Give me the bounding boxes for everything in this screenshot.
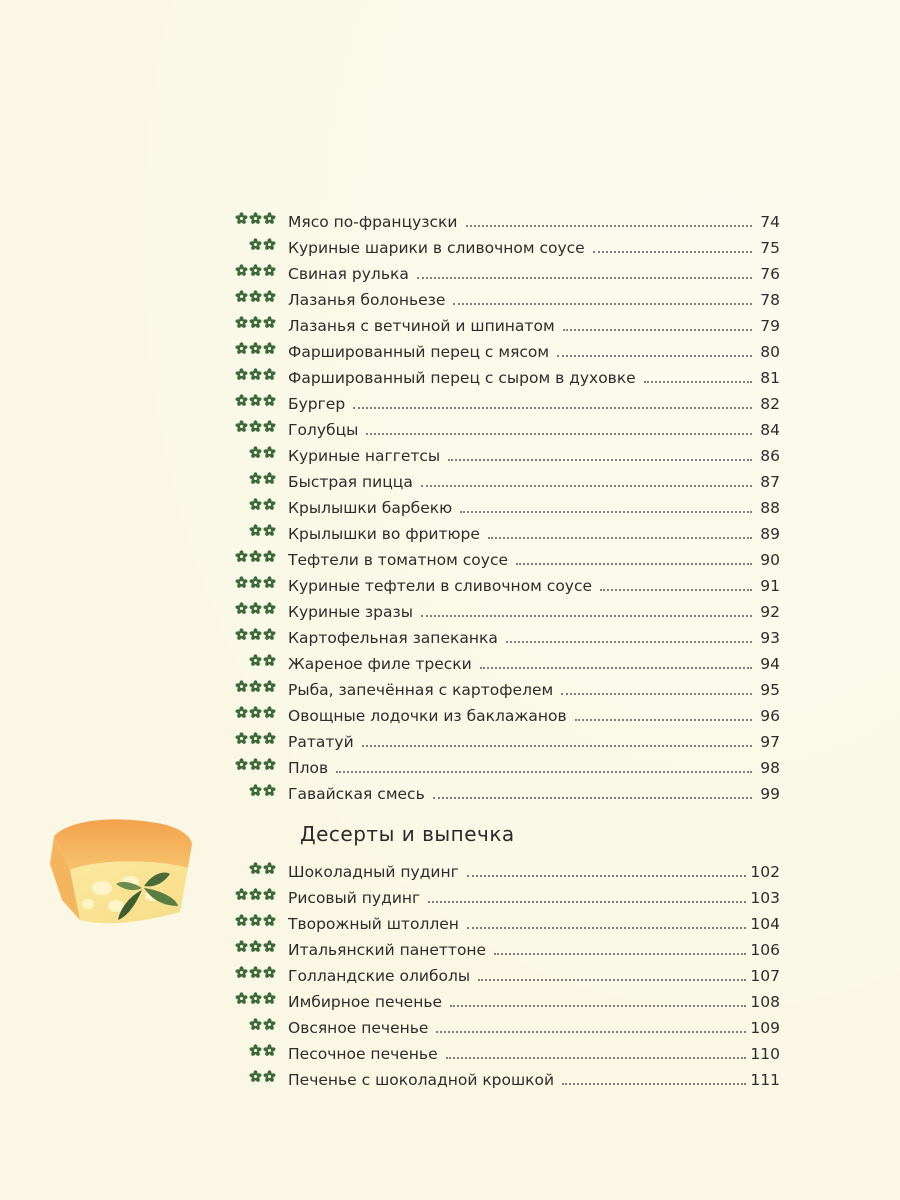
flower-icon: [249, 550, 262, 563]
toc-entry: [230, 934, 780, 960]
dot-leader: [478, 979, 746, 981]
difficulty-rating: [230, 992, 288, 1012]
flower-icon: [249, 472, 262, 485]
difficulty-rating: [230, 368, 288, 388]
recipe-title: Куриные наггетсы: [288, 447, 441, 465]
toc-entry: [230, 258, 780, 284]
flower-icon: [249, 264, 262, 277]
flower-icon: [249, 498, 262, 511]
page-number: 80: [760, 343, 780, 361]
difficulty-rating: [230, 888, 288, 908]
recipe-title: Печенье с шоколадной крошкой: [288, 1071, 555, 1089]
flower-icon: [263, 732, 276, 745]
recipe-title: Рисовый пудинг: [288, 889, 421, 907]
page-number: 94: [760, 655, 780, 673]
flower-icon: [263, 498, 276, 511]
flower-icon: [249, 784, 262, 797]
recipe-title: Куриные тефтели в сливочном соусе: [288, 577, 593, 595]
flower-icon: [235, 888, 248, 901]
recipe-title: Лазанья с ветчиной и шпинатом: [288, 317, 555, 335]
difficulty-rating: [230, 680, 288, 700]
page-number: 97: [760, 733, 780, 751]
page-number: 86: [760, 447, 780, 465]
toc-entry: [230, 232, 780, 258]
toc-entry: [230, 726, 780, 752]
flower-icon: [249, 368, 262, 381]
flower-icon: [263, 524, 276, 537]
page-number: 75: [760, 239, 780, 257]
flower-icon: [235, 368, 248, 381]
dot-leader: [433, 797, 752, 799]
flower-icon: [235, 264, 248, 277]
flower-icon: [263, 316, 276, 329]
dot-leader: [557, 355, 752, 357]
flower-icon: [249, 940, 262, 953]
page-number: 92: [760, 603, 780, 621]
dot-leader: [446, 1057, 747, 1059]
dot-leader: [561, 693, 752, 695]
recipe-title: Имбирное печенье: [288, 993, 443, 1011]
recipe-title: Крылышки барбекю: [288, 499, 453, 517]
flower-icon: [235, 706, 248, 719]
toc-entry: [230, 1012, 780, 1038]
difficulty-rating: [230, 420, 288, 440]
flower-icon: [235, 550, 248, 563]
difficulty-rating: [230, 394, 288, 414]
flower-icon: [249, 1044, 262, 1057]
flower-icon: [263, 212, 276, 225]
flower-icon: [249, 992, 262, 1005]
dot-leader: [467, 875, 747, 877]
recipe-title: Быстрая пицца: [288, 473, 413, 491]
toc-entry: [230, 882, 780, 908]
toc-entry: [230, 960, 780, 986]
dot-leader: [600, 589, 752, 591]
page-number: 82: [760, 395, 780, 413]
dot-leader: [453, 303, 752, 305]
flower-icon: [235, 394, 248, 407]
flower-icon: [263, 576, 276, 589]
table-of-contents-main: [230, 206, 780, 804]
page-number: 96: [760, 707, 780, 725]
recipe-title: Крылышки во фритюре: [288, 525, 480, 543]
recipe-title: Лазанья болоньезе: [288, 291, 446, 309]
dot-leader: [417, 277, 752, 279]
flower-icon: [235, 342, 248, 355]
toc-entry: [230, 466, 780, 492]
dot-leader: [494, 953, 746, 955]
toc-entry: [230, 336, 780, 362]
toc-entry: [230, 518, 780, 544]
recipe-title: Шоколадный пудинг: [288, 863, 459, 881]
table-of-contents-desserts: [230, 856, 780, 1090]
recipe-title: Картофельная запеканка: [288, 629, 498, 647]
toc-entry: [230, 440, 780, 466]
flower-icon: [263, 368, 276, 381]
flower-icon: [235, 914, 248, 927]
page-number: 89: [760, 525, 780, 543]
flower-icon: [249, 628, 262, 641]
flower-icon: [249, 1018, 262, 1031]
recipe-title: Фаршированный перец с сыром в духовке: [288, 369, 636, 387]
recipe-title: Мясо по-французски: [288, 213, 458, 231]
difficulty-rating: [230, 316, 288, 336]
flower-icon: [249, 888, 262, 901]
flower-icon: [249, 732, 262, 745]
page-number: 102: [750, 863, 780, 881]
flower-icon: [263, 888, 276, 901]
difficulty-rating: [230, 628, 288, 648]
difficulty-rating: [230, 498, 288, 518]
recipe-title: Куриные зразы: [288, 603, 413, 621]
flower-icon: [263, 1070, 276, 1083]
difficulty-rating: [230, 524, 288, 544]
flower-icon: [263, 342, 276, 355]
page-number: 87: [760, 473, 780, 491]
flower-icon: [249, 342, 262, 355]
page-number: 98: [760, 759, 780, 777]
flower-icon: [263, 914, 276, 927]
page-number: 109: [750, 1019, 780, 1037]
dot-leader: [466, 225, 753, 227]
toc-entry: [230, 700, 780, 726]
flower-icon: [263, 628, 276, 641]
difficulty-rating: [230, 1018, 288, 1038]
dot-leader: [480, 667, 752, 669]
dot-leader: [563, 329, 752, 331]
toc-entry: [230, 648, 780, 674]
flower-icon: [263, 1044, 276, 1057]
toc-entry: [230, 362, 780, 388]
flower-icon: [249, 1070, 262, 1083]
difficulty-rating: [230, 472, 288, 492]
dot-leader: [421, 485, 752, 487]
flower-icon: [249, 446, 262, 459]
recipe-title: Гавайская смесь: [288, 785, 425, 803]
flower-icon: [235, 628, 248, 641]
toc-entry: [230, 908, 780, 934]
difficulty-rating: [230, 342, 288, 362]
page-number: 107: [750, 967, 780, 985]
recipe-title: Итальянский панеттоне: [288, 941, 487, 959]
flower-icon: [249, 758, 262, 771]
dot-leader: [353, 407, 752, 409]
flower-icon: [249, 914, 262, 927]
recipe-title: Бургер: [288, 395, 346, 413]
dot-leader: [460, 511, 752, 513]
flower-icon: [249, 966, 262, 979]
recipe-title: Фаршированный перец с мясом: [288, 343, 550, 361]
toc-entry: [230, 752, 780, 778]
difficulty-rating: [230, 290, 288, 310]
recipe-title: Рыба, запечённая с картофелем: [288, 681, 554, 699]
difficulty-rating: [230, 602, 288, 622]
flower-icon: [235, 992, 248, 1005]
recipe-title: Голландские олиболы: [288, 967, 471, 985]
dot-leader: [362, 745, 752, 747]
recipe-title: Куриные шарики в сливочном соусе: [288, 239, 585, 257]
difficulty-rating: [230, 212, 288, 232]
toc-entry: [230, 284, 780, 310]
cake-slice-illustration: [40, 808, 200, 948]
flower-icon: [263, 654, 276, 667]
page-number: 95: [760, 681, 780, 699]
flower-icon: [249, 420, 262, 433]
dot-leader: [428, 901, 746, 903]
toc-entry: [230, 596, 780, 622]
flower-icon: [235, 758, 248, 771]
difficulty-rating: [230, 706, 288, 726]
toc-entry: [230, 570, 780, 596]
flower-icon: [263, 992, 276, 1005]
flower-icon: [249, 576, 262, 589]
page-number: 88: [760, 499, 780, 517]
recipe-title: Свиная рулька: [288, 265, 409, 283]
difficulty-rating: [230, 550, 288, 570]
toc-entry: [230, 778, 780, 804]
dot-leader: [450, 1005, 746, 1007]
flower-icon: [263, 1018, 276, 1031]
flower-icon: [249, 706, 262, 719]
flower-icon: [263, 394, 276, 407]
flower-icon: [263, 420, 276, 433]
toc-entry: [230, 414, 780, 440]
page-number: 111: [750, 1071, 780, 1089]
dot-leader: [562, 1083, 746, 1085]
page-number: 74: [760, 213, 780, 231]
page-number: 84: [760, 421, 780, 439]
dot-leader: [488, 537, 752, 539]
page-number: 76: [760, 265, 780, 283]
toc-entry: [230, 492, 780, 518]
dot-leader: [644, 381, 752, 383]
recipe-title: Жареное филе трески: [288, 655, 472, 673]
flower-icon: [235, 420, 248, 433]
flower-icon: [249, 680, 262, 693]
flower-icon: [235, 290, 248, 303]
flower-icon: [263, 784, 276, 797]
dot-leader: [506, 641, 752, 643]
toc-entry: [230, 544, 780, 570]
toc-entry: [230, 310, 780, 336]
toc-entry: [230, 1064, 780, 1090]
page-number: 93: [760, 629, 780, 647]
flower-icon: [249, 524, 262, 537]
flower-icon: [263, 472, 276, 485]
toc-entry: [230, 206, 780, 232]
page-number: 104: [750, 915, 780, 933]
recipe-title: Овсяное печенье: [288, 1019, 429, 1037]
page-number: 103: [750, 889, 780, 907]
flower-icon: [249, 654, 262, 667]
toc-entry: [230, 856, 780, 882]
flower-icon: [263, 862, 276, 875]
recipe-title: Плов: [288, 759, 329, 777]
toc-entry: [230, 388, 780, 414]
difficulty-rating: [230, 238, 288, 258]
flower-icon: [249, 862, 262, 875]
flower-icon: [235, 212, 248, 225]
flower-icon: [235, 940, 248, 953]
dot-leader: [448, 459, 752, 461]
page-number: 79: [760, 317, 780, 335]
recipe-title: Рататуй: [288, 733, 354, 751]
difficulty-rating: [230, 1070, 288, 1090]
difficulty-rating: [230, 862, 288, 882]
page-number: 108: [750, 993, 780, 1011]
recipe-title: Овощные лодочки из баклажанов: [288, 707, 567, 725]
page-number: 81: [760, 369, 780, 387]
flower-icon: [235, 732, 248, 745]
dot-leader: [436, 1031, 746, 1033]
recipe-title: Голубцы: [288, 421, 359, 439]
recipe-title: Творожный штоллен: [288, 915, 459, 933]
dot-leader: [421, 615, 752, 617]
recipe-title: Тефтели в томатном соусе: [288, 551, 508, 569]
dot-leader: [575, 719, 752, 721]
difficulty-rating: [230, 940, 288, 960]
dot-leader: [467, 927, 746, 929]
flower-icon: [249, 602, 262, 615]
flower-icon: [263, 290, 276, 303]
flower-icon: [235, 680, 248, 693]
flower-icon: [249, 290, 262, 303]
difficulty-rating: [230, 264, 288, 284]
page-number: 110: [750, 1045, 780, 1063]
toc-entry: [230, 674, 780, 700]
difficulty-rating: [230, 732, 288, 752]
dot-leader: [336, 771, 752, 773]
dot-leader: [516, 563, 752, 565]
flower-icon: [235, 966, 248, 979]
toc-entry: [230, 1038, 780, 1064]
difficulty-rating: [230, 784, 288, 804]
flower-icon: [263, 238, 276, 251]
flower-icon: [249, 394, 262, 407]
dot-leader: [366, 433, 752, 435]
difficulty-rating: [230, 1044, 288, 1064]
recipe-title: Песочное печенье: [288, 1045, 438, 1063]
difficulty-rating: [230, 576, 288, 596]
difficulty-rating: [230, 758, 288, 778]
flower-icon: [263, 758, 276, 771]
flower-icon: [263, 966, 276, 979]
page-number: 106: [750, 941, 780, 959]
flower-icon: [235, 576, 248, 589]
flower-icon: [263, 550, 276, 563]
flower-icon: [235, 602, 248, 615]
flower-icon: [249, 316, 262, 329]
section-heading-desserts: Десерты и выпечка: [300, 822, 515, 846]
difficulty-rating: [230, 654, 288, 674]
flower-icon: [249, 238, 262, 251]
toc-entry: [230, 622, 780, 648]
difficulty-rating: [230, 966, 288, 986]
flower-icon: [263, 680, 276, 693]
dot-leader: [593, 251, 752, 253]
flower-icon: [235, 316, 248, 329]
page-number: 99: [760, 785, 780, 803]
difficulty-rating: [230, 914, 288, 934]
page-number: 90: [760, 551, 780, 569]
flower-icon: [263, 264, 276, 277]
toc-entry: [230, 986, 780, 1012]
page-number: 78: [760, 291, 780, 309]
flower-icon: [263, 602, 276, 615]
page-number: 91: [760, 577, 780, 595]
difficulty-rating: [230, 446, 288, 466]
flower-icon: [249, 212, 262, 225]
flower-icon: [263, 940, 276, 953]
flower-icon: [263, 706, 276, 719]
flower-icon: [263, 446, 276, 459]
